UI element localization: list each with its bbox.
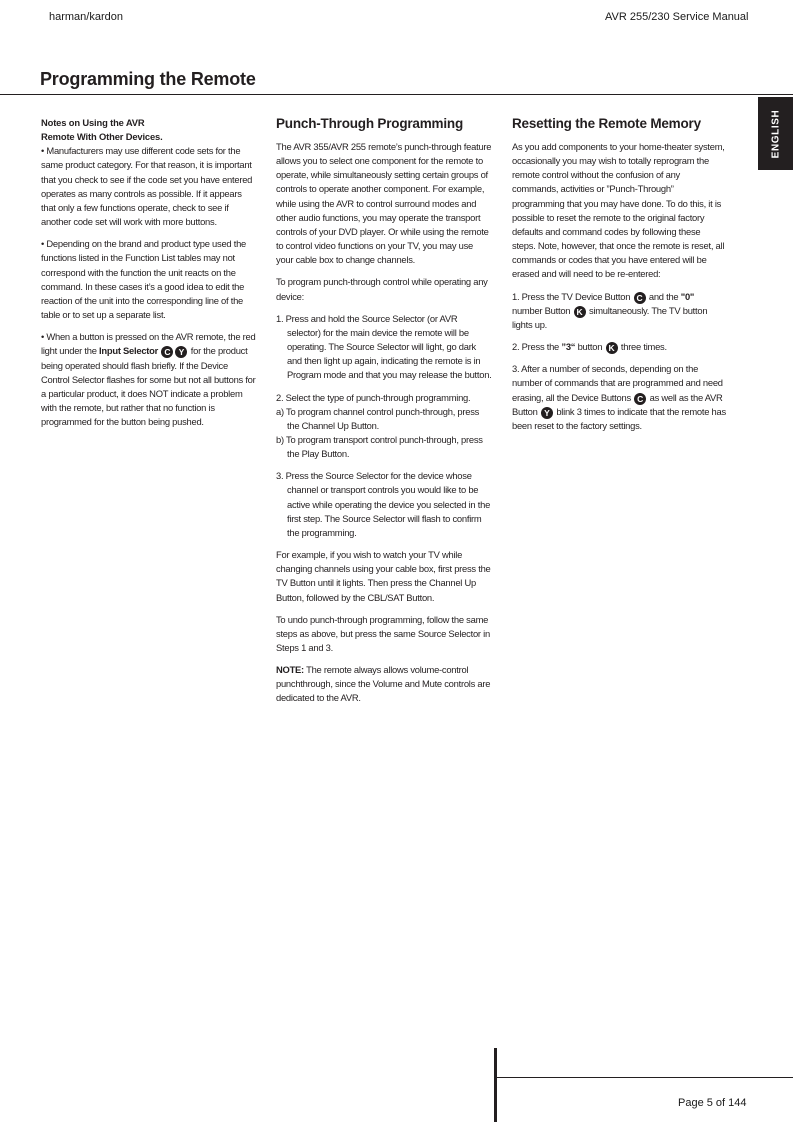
header-brand: harman/kardon (49, 11, 123, 23)
punch-through-note: NOTE: The remote always allows volume-control punchthrough, since the Volume and Mute controls are dedicated to the AVR. (276, 664, 491, 704)
footer-vertical-rule (494, 1048, 497, 1122)
page-title: Programming the Remote (40, 69, 256, 89)
tv-device-c-icon: C (634, 292, 646, 304)
avr-button-y-icon: Y (541, 407, 553, 419)
punch-through-step-3: 3. Press the Source Selector for the device whose channel or transport controls you would like to be active while operating the device you selected in the first step. The Source Selector will flash to confirm the programming. (276, 470, 491, 538)
number-button-k-icon: K (574, 306, 586, 318)
notes-subheading-line1: Notes on Using the AVR (41, 117, 145, 128)
column-reset (512, 116, 726, 441)
punch-through-intro: The AVR 355/AVR 255 remote’s punch-through feature allows you to select one component for the remote to operate, while simultaneously setting certain groups of controls to operate another component. For example, while using the AVR to control surround modes and other audio functions, you may operate the transport controls of your DVD player. Or while using the remote to control video functions on your TV, you may use your cable box to change channels. (276, 141, 492, 266)
reset-step-2: 2. Press the ”3“ button K three times. (512, 341, 667, 354)
punch-through-step-2: 2. Select the type of punch-through programming. a) To program channel control punch-through, press the Channel Up Button. b) To program transport control punch-through, press the Play Button. (276, 391, 492, 462)
header-manual-title: AVR 255/230 Service Manual (605, 11, 749, 23)
punch-through-heading: Punch-Through Programming (276, 116, 463, 131)
number-button-k-icon: K (606, 342, 618, 354)
zero-button-label: "0" (680, 290, 695, 302)
reset-heading: Resetting the Remote Memory (512, 116, 701, 131)
column-notes (41, 116, 256, 437)
punch-through-steps (276, 312, 492, 540)
column-punch-through (276, 116, 492, 714)
notes-subheading-line2: Remote With Other Devices. (41, 131, 163, 143)
punch-through-step-2a: a) To program channel control punch-through, press the Channel Up Button. (276, 405, 480, 431)
input-selector-label: Input Selector (99, 345, 159, 357)
reset-intro: As you add components to your home-theater system, occasionally you may wish to totally reprogram the remote control without the confusion of any commands, activities or ”Punch-Through” programming that you may have done. To do this, it is possible to reset the remote to the original factory defaults and command codes by following these steps. Note, however, that once the remote is reset, all commands or codes that you have entered will be erased and will need to be re-entered: (512, 141, 725, 280)
notes-paragraph-code-sets: • Manufacturers may use different code sets for the same product category. For that reason, it is important that you check to see if the code set you have entered operates as many controls as possible. If it appears that only a few functions operate, check to see if another code set will work with more buttons. (41, 145, 253, 228)
footer-horizontal-rule (497, 1077, 793, 1078)
device-control-c-icon: C (161, 346, 173, 358)
title-divider (0, 94, 793, 95)
device-control-y-icon: Y (175, 346, 187, 358)
device-buttons-c-icon: C (634, 393, 646, 405)
language-tab-label: ENGLISH (770, 109, 781, 158)
reset-step-3: 3. After a number of seconds, depending on the number of commands that are programmed and need erasing, all the Device Buttons C as well as the AVR Button Y blink 3 times to indicate that the remote has been reset to the factory settings. (512, 363, 726, 431)
page-number: Page 5 of 144 (678, 1097, 747, 1109)
punch-through-example: For example, if you wish to watch your TV while changing channels using your cable box, first press the TV Button until it lights. Then press the Channel Up Button, followed by the CBL/SAT Button. (276, 549, 491, 603)
reset-step-1: 1. Press the TV Device Button C and the "0" number Button K simultaneously. The TV button lights up. (512, 290, 708, 330)
punch-through-instruction: To program punch-through control while operating any device: (276, 276, 488, 302)
notes-paragraph-function-list: • Depending on the brand and product type used the functions listed in the Function List tables may not correspond with the function the unit reacts on the command. In these cases it’s a good idea to edit the reaction of the unit into the corresponding line of the table or to set up a separate list. (41, 238, 247, 321)
language-tab (758, 97, 793, 170)
punch-through-step-2b: b) To program transport control punch-through, press the Play Button. (276, 433, 483, 460)
notes-paragraph-input-selector: • When a button is pressed on the AVR remote, the red light under the Input Selector C Y for the product being operated should flash briefly. If the Device Control Selector flashes for some but not all buttons for a particular product, it does NOT indicate a problem with the remote, but rather that no function is programmed for the button being pushed. (41, 331, 256, 428)
three-button-label: ”3“ (561, 341, 576, 353)
punch-through-step-1: 1. Press and hold the Source Selector (or AVR selector) for the main device the remote will be operating. The Source Selector will light, go dark and then light up again, indicating the remote is in Program mode and that you may release the button. (276, 312, 492, 381)
punch-through-undo: To undo punch-through programming, follow the same steps as above, but press the same Source Selector in Steps 1 and 3. (276, 613, 490, 653)
note-label: NOTE: (276, 664, 304, 676)
